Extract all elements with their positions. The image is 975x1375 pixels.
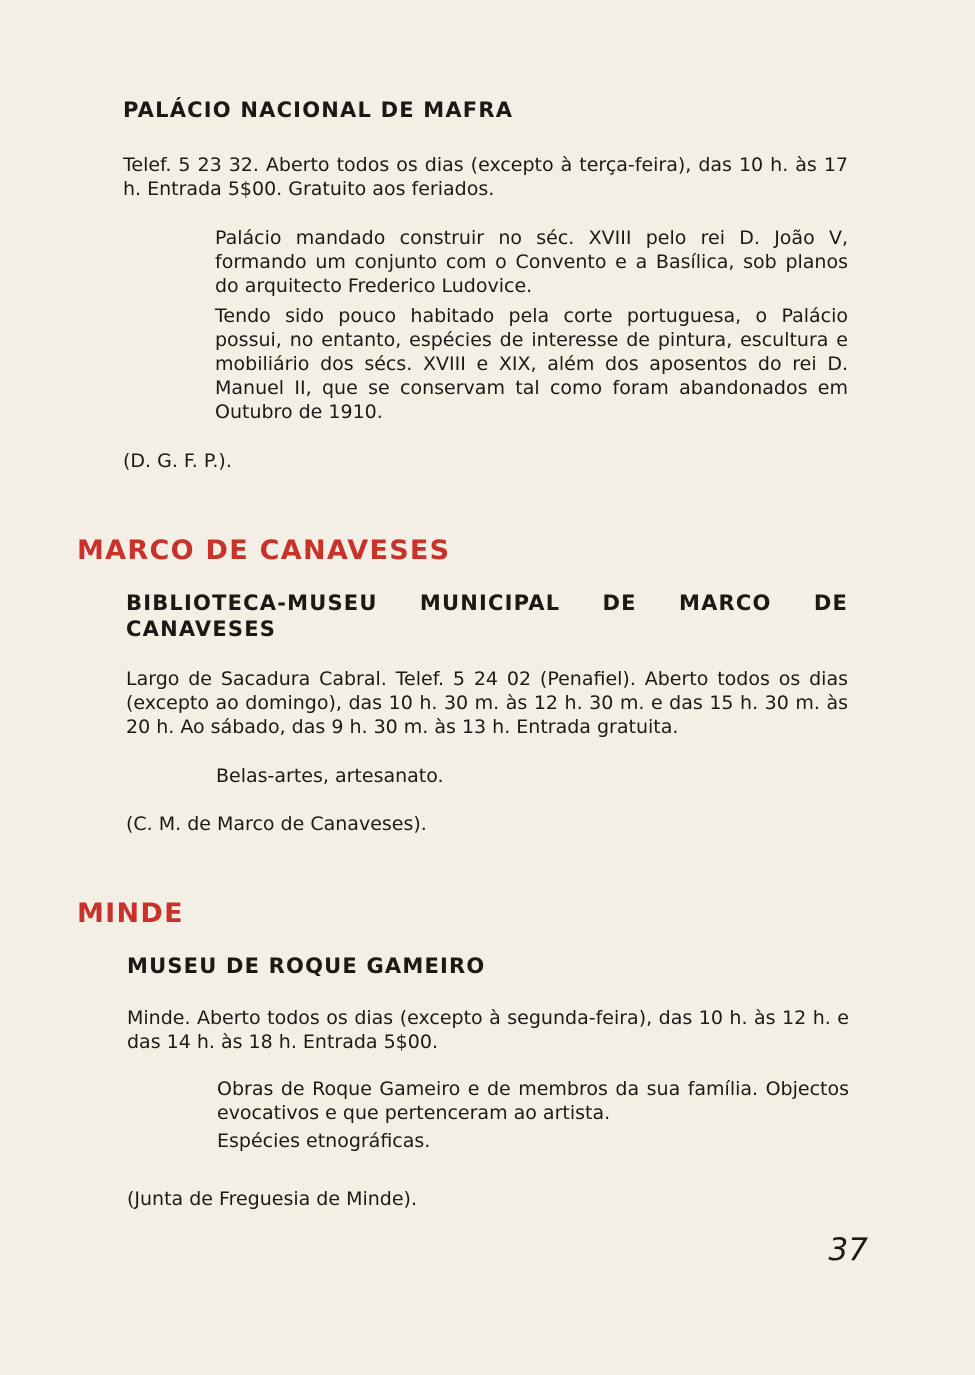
info-paragraph: Largo de Sacadura Cabral. Telef. 5 24 02 (Penafiel). Aberto todos os dias (excepto ao domingo), das 10 h. 30 m. às 12 h. 30 m. e das 15 h. 30 m. às 20 h. Ao sábado, das 9 h. 30 m. às 13 h. Entrada gratuita.: [126, 668, 848, 738]
museum-info-minde: [127, 1006, 849, 1054]
museum-description-minde: [217, 1077, 849, 1153]
info-paragraph: Minde. Aberto todos os dias (excepto à segunda-feira), das 10 h. às 12 h. e das 14 h. às 18 h. Entrada 5$00.: [127, 1007, 849, 1053]
museum-description-marco: Belas-artes, artesanato.: [216, 765, 444, 787]
source-minde: (Junta de Freguesia de Minde).: [127, 1188, 418, 1210]
museum-description-mafra: [215, 226, 848, 424]
info-paragraph: Telef. 5 23 32. Aberto todos os dias (excepto à terça-feira), das 10 h. às 17 h. Entrada 5$00. Gratuito aos feriados.: [123, 154, 848, 200]
museum-info-mafra: [123, 153, 848, 201]
source-mafra: (D. G. F. P.).: [123, 450, 232, 472]
museum-info-marco: [126, 667, 848, 739]
page-number: 37: [828, 1232, 868, 1268]
museum-title-mafra: PALÁCIO NACIONAL DE MAFRA: [123, 98, 514, 122]
town-heading-marco-de-canaveses: MARCO DE CANAVESES: [77, 535, 451, 566]
museum-title-roque-gameiro: MUSEU DE ROQUE GAMEIRO: [127, 954, 486, 978]
description-paragraph: Palácio mandado construir no séc. XVIII pelo rei D. João V, formando um conjunto com o Convento e a Basílica, sob planos do arquitecto Frederico Ludovice.: [215, 227, 848, 297]
museum-title-marco: BIBLIOTECA-MUSEU MUNICIPAL DE MARCO DE CANAVESES: [126, 591, 848, 641]
description-paragraph: Tendo sido pouco habitado pela corte portuguesa, o Palácio possui, no entanto, espécies de interesse de pintura, escultura e mobiliário dos sécs. XVIII e XIX, além dos aposentos do rei D. Manuel II, que se conservam tal como foram abandonados em Outubro de 1910.: [215, 305, 848, 423]
source-marco: (C. M. de Marco de Canaveses).: [126, 813, 427, 835]
description-paragraph: Espécies etnográficas.: [217, 1130, 431, 1152]
description-paragraph: Obras de Roque Gameiro e de membros da sua família. Objectos evocativos e que pertenceram ao artista.: [217, 1078, 849, 1124]
town-heading-minde: MINDE: [77, 898, 184, 929]
